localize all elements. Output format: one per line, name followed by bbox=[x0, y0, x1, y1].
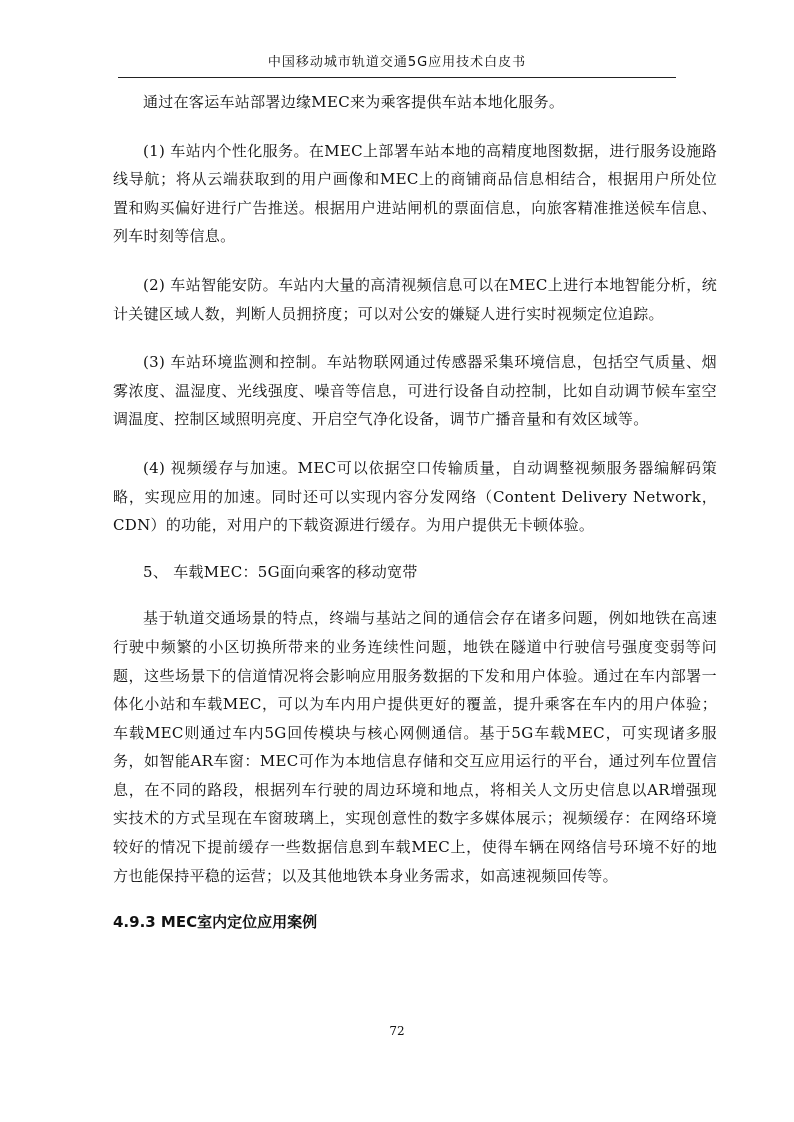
intro-paragraph: 通过在客运车站部署边缘MEC来为乘客提供车站本地化服务。 bbox=[143, 93, 565, 111]
subheading-vehicle-mec: 5、 车载MEC：5G面向乘客的移动宽带 bbox=[143, 562, 418, 581]
paragraph-vehicle-mec: 基于轨道交通场景的特点，终端与基站之间的通信会存在诸多问题，例如地铁在高速行驶中频繁的小区切换所带来的业务连续性问题，地铁在隧道中行驶信号强度变弱等问题，这些场景下的信道情况将会影响应用服务数据的下发和用户体验。通过在车内部署一体化小站和车载MEC，可以为车内用户提供更好的覆盖，提升乘客在车内的用户体验；车载MEC则通过车内5G回传模块与核心网侧通信。基于5G车载MEC，可实现诸多服务，如智能AR车窗：MEC可作为本地信息存储和交互应用运行的平台，通过列车位置信息，在不同的路段，根据列车行驶的周边环境和地点，将相关人文历史信息以AR增强现实技术的方式呈现在车窗玻璃上，实现创意性的数字多媒体展示；视频缓存：在网络环境较好的情况下提前缓存一些数据信息到车载MEC上，使得车辆在网络信号环境不好的地方也能保持平稳的运营；以及其他地铁本身业务需求，如高速视频回传等。 bbox=[113, 609, 717, 885]
paragraph-environment-monitoring: (3) 车站环境监测和控制。车站物联网通过传感器采集环境信息，包括空气质量、烟雾浓度、温湿度、光线强度、噪音等信息，可进行设备自动控制，比如自动调节候车室空调温度、控制区域照明亮度、开启空气净化设备，调节广播音量和有效区域等。 bbox=[113, 353, 717, 429]
header-divider bbox=[118, 77, 676, 78]
running-header: 中国移动城市轨道交通5G应用技术白皮书 bbox=[267, 55, 527, 70]
paragraph-video-cache: (4) 视频缓存与加速。MEC可以依据空口传输质量，自动调整视频服务器编解码策略，实现应用的加速。同时还可以实现内容分发网络（Content Delivery Network，CDN）的功能，对用户的下载资源进行缓存。为用户提供无卡顿体验。 bbox=[113, 458, 717, 535]
paragraph-smart-security: (2) 车站智能安防。车站内大量的高清视频信息可以在MEC上进行本地智能分析，统计关键区域人数，判断人员拥挤度；可以对公安的嫌疑人进行实时视频定位追踪。 bbox=[113, 275, 717, 323]
page-content bbox=[113, 88, 717, 936]
page-number: 72 bbox=[389, 1024, 405, 1038]
paragraph-personalized-service: (1) 车站内个性化服务。在MEC上部署车站本地的高精度地图数据，进行服务设施路线导航；将从云端获取到的用户画像和MEC上的商铺商品信息相结合，根据用户所处位置和购买偏好进行广告推送。根据用户进站闸机的票面信息，向旅客精准推送候车信息、列车时刻等信息。 bbox=[113, 141, 717, 246]
section-heading: 4.9.3 MEC室内定位应用案例 bbox=[113, 913, 318, 932]
